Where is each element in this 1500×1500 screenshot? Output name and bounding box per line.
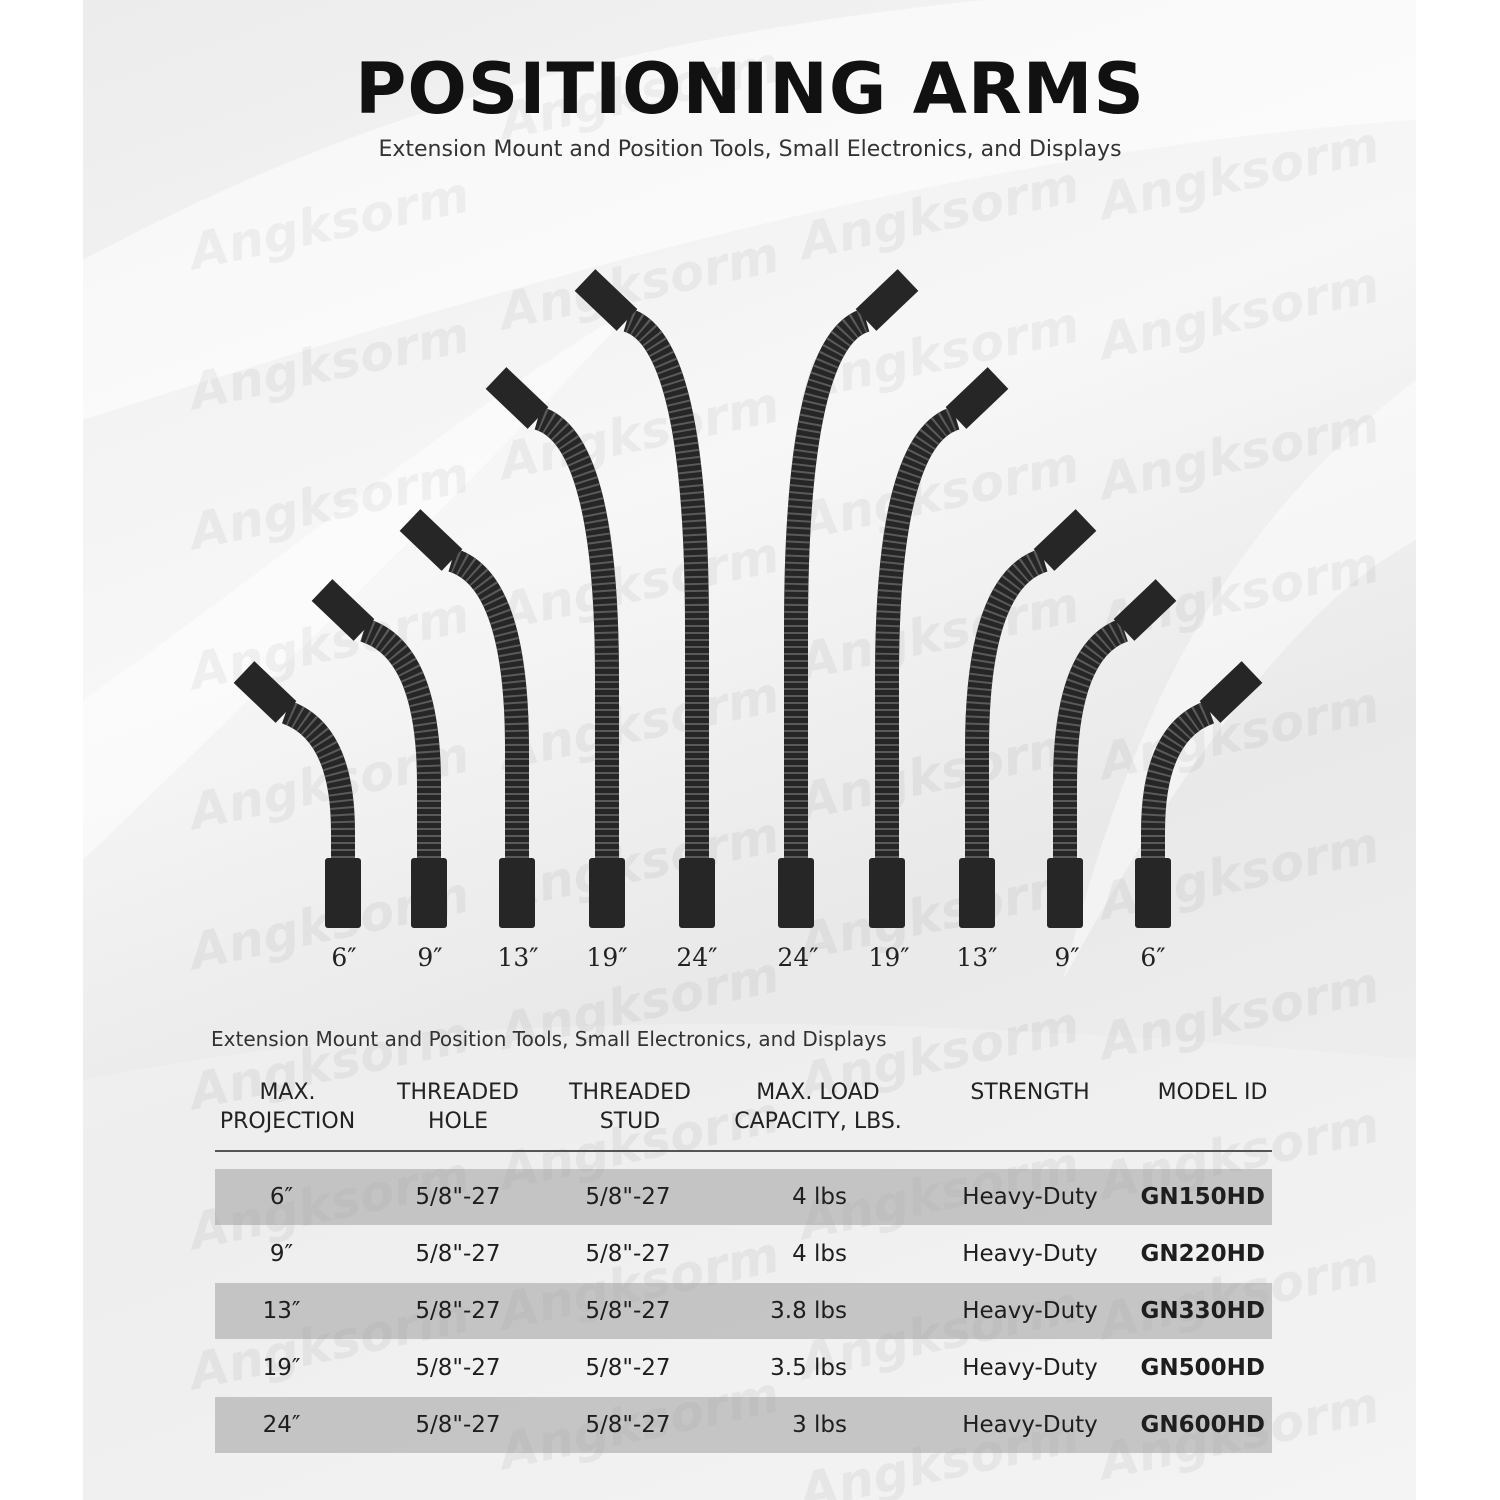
cell-strength: Heavy-Duty <box>962 1298 1098 1324</box>
cell-projection: 9″ <box>269 1241 294 1267</box>
cell-threaded-stud: 5/8"-27 <box>585 1241 671 1267</box>
header-max-projection: MAX. PROJECTION <box>219 1080 356 1134</box>
cell-threaded-hole: 5/8"-27 <box>415 1355 501 1381</box>
arm-collar <box>585 280 627 320</box>
arm-collar <box>1044 520 1086 560</box>
cell-model-id: GN330HD <box>1140 1298 1265 1324</box>
header-model-id: MODEL ID <box>1157 1080 1268 1105</box>
cell-threaded-stud: 5/8"-27 <box>585 1355 671 1381</box>
header-divider <box>215 1150 1272 1152</box>
arm-length-label: 19″ <box>868 943 910 972</box>
cell-threaded-hole: 5/8"-27 <box>415 1184 501 1210</box>
arm-length-label: 13″ <box>956 943 998 972</box>
arm-length-label: 19″ <box>586 943 628 972</box>
header-threaded-stud: THREADED STUD <box>569 1080 691 1134</box>
arm-length-label: 9″ <box>417 943 443 972</box>
arm-collar <box>956 378 998 418</box>
arm-length-label: 24″ <box>777 943 819 972</box>
arm-length-label: 6″ <box>1140 943 1166 972</box>
arm-collar <box>1124 590 1166 630</box>
cell-load: 3 lbs <box>792 1412 847 1438</box>
arm-base <box>679 858 715 928</box>
cell-projection: 19″ <box>262 1355 301 1381</box>
cell-strength: Heavy-Duty <box>962 1412 1098 1438</box>
arm-length-label: 13″ <box>497 943 539 972</box>
cell-threaded-hole: 5/8"-27 <box>415 1241 501 1267</box>
table-caption: Extension Mount and Position Tools, Small Electronics, and Displays <box>211 1027 887 1051</box>
table-row <box>215 1169 1272 1225</box>
cell-projection: 13″ <box>262 1298 301 1324</box>
arm-base <box>1047 858 1083 928</box>
page-subtitle: Extension Mount and Position Tools, Small Electronics, and Displays <box>378 137 1122 162</box>
arm-base <box>411 858 447 928</box>
arm-base <box>589 858 625 928</box>
cell-strength: Heavy-Duty <box>962 1355 1098 1381</box>
cell-threaded-hole: 5/8"-27 <box>415 1298 501 1324</box>
table-row <box>215 1283 1272 1339</box>
arm-collar <box>866 280 908 320</box>
cell-projection: 6″ <box>269 1184 294 1210</box>
page-title: POSITIONING ARMS <box>355 48 1145 130</box>
gooseneck-arm <box>244 672 361 928</box>
table-row <box>215 1340 1272 1396</box>
arm-hose <box>977 560 1044 858</box>
arm-base <box>869 858 905 928</box>
cell-threaded-stud: 5/8"-27 <box>585 1184 671 1210</box>
arm-hose <box>1065 630 1124 858</box>
table-row <box>215 1397 1272 1453</box>
arm-base <box>1135 858 1171 928</box>
arm-base <box>325 858 361 928</box>
arm-length-label: 6″ <box>331 943 357 972</box>
cell-model-id: GN500HD <box>1140 1355 1265 1381</box>
cell-load: 4 lbs <box>792 1184 847 1210</box>
cell-strength: Heavy-Duty <box>962 1241 1098 1267</box>
cell-strength: Heavy-Duty <box>962 1184 1098 1210</box>
cell-load: 3.8 lbs <box>770 1298 847 1324</box>
cell-threaded-stud: 5/8"-27 <box>585 1298 671 1324</box>
arm-length-label: 9″ <box>1054 943 1080 972</box>
arm-base <box>499 858 535 928</box>
arm-collar <box>244 672 286 712</box>
gooseneck-arm <box>1135 672 1252 928</box>
cell-threaded-stud: 5/8"-27 <box>585 1412 671 1438</box>
header-threaded-hole: THREADED HOLE <box>397 1080 519 1134</box>
arm-length-label: 24″ <box>676 943 718 972</box>
arm-collar <box>496 378 538 418</box>
cell-model-id: GN220HD <box>1140 1241 1265 1267</box>
header-max-load: MAX. LOAD CAPACITY, LBS. <box>734 1080 902 1134</box>
arm-base <box>959 858 995 928</box>
cell-model-id: GN150HD <box>1140 1184 1265 1210</box>
arm-base <box>778 858 814 928</box>
header-strength: STRENGTH <box>970 1080 1090 1105</box>
cell-load: 4 lbs <box>792 1241 847 1267</box>
cell-projection: 24″ <box>262 1412 301 1438</box>
cell-model-id: GN600HD <box>1140 1412 1265 1438</box>
arm-collar <box>1210 672 1252 712</box>
arm-collar <box>322 590 364 630</box>
cell-threaded-hole: 5/8"-27 <box>415 1412 501 1438</box>
table-row <box>215 1226 1272 1282</box>
arm-collar <box>410 520 452 560</box>
cell-load: 3.5 lbs <box>770 1355 847 1381</box>
